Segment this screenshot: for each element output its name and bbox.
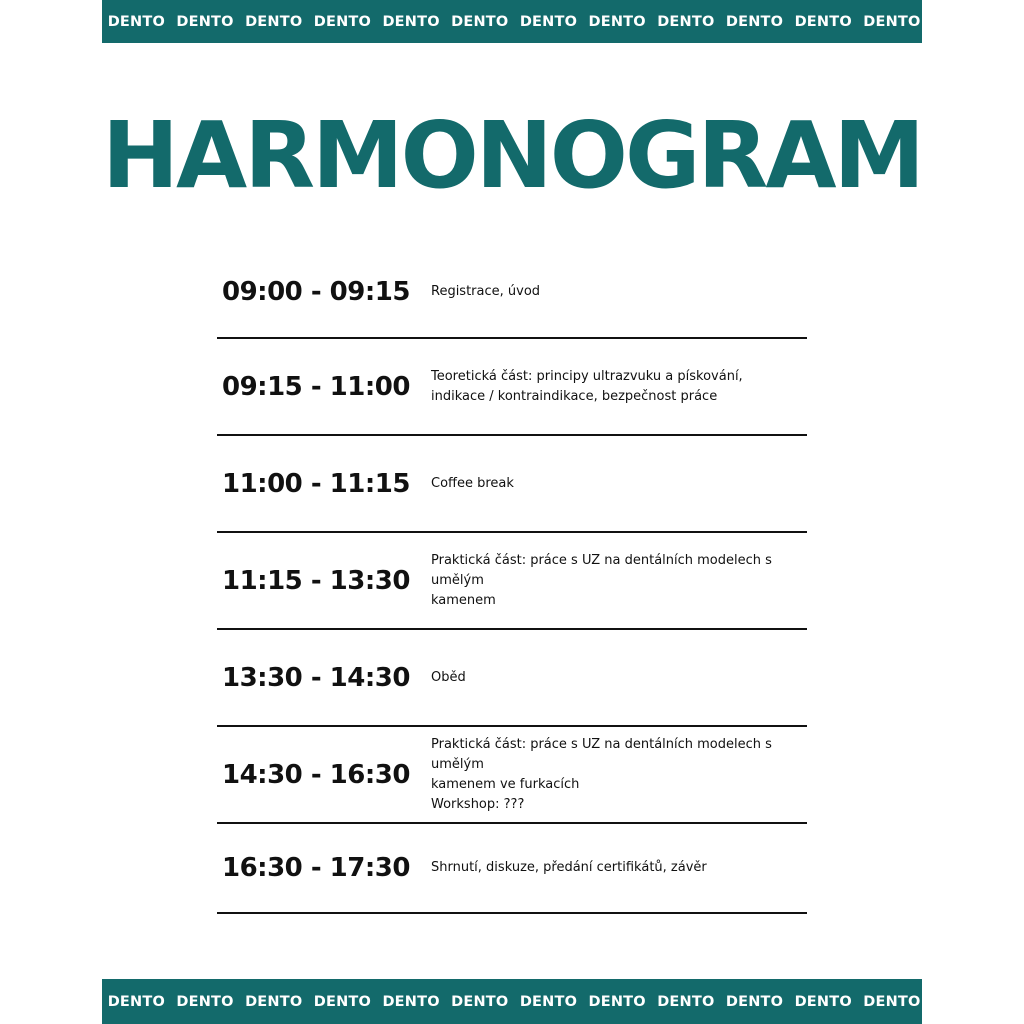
schedule-time: 09:15 - 11:00	[222, 371, 410, 402]
schedule-row	[217, 246, 807, 339]
banner-word: DENTO	[107, 13, 165, 30]
schedule-row	[217, 436, 807, 533]
schedule-description	[431, 858, 805, 878]
schedule-time: 09:00 - 09:15	[222, 276, 410, 307]
page-title: HARMONOGRAM	[102, 102, 923, 209]
schedule-description-line: Praktická část: práce s UZ na dentálních modelech s umělým	[431, 736, 772, 772]
banner-word: DENTO	[588, 13, 646, 30]
schedule-description	[431, 735, 805, 815]
bottom-banner	[102, 979, 922, 1024]
top-banner	[102, 0, 922, 43]
schedule-time: 16:30 - 17:30	[222, 853, 410, 883]
schedule-row	[217, 339, 807, 436]
banner-word: DENTO	[245, 13, 303, 30]
banner-word: DENTO	[451, 993, 509, 1010]
schedule-time: 11:00 - 11:15	[222, 468, 410, 499]
schedule-description-line: Praktická část: práce s UZ na dentálních modelech s umělým	[431, 552, 772, 588]
schedule-description-line: kamenem ve furkacích	[431, 776, 580, 792]
banner-word: DENTO	[794, 993, 852, 1010]
banner-word: DENTO	[863, 993, 921, 1010]
banner-word: DENTO	[313, 13, 372, 30]
schedule-list	[217, 246, 807, 914]
schedule-row	[217, 630, 807, 727]
schedule-description	[431, 668, 805, 688]
schedule-description	[431, 474, 805, 494]
schedule-description	[431, 367, 805, 407]
schedule-description-line: Registrace, úvod	[431, 283, 541, 299]
schedule-time: 14:30 - 16:30	[222, 759, 410, 790]
banner-word: DENTO	[519, 13, 578, 30]
schedule-row	[217, 824, 807, 914]
schedule-row	[217, 533, 807, 630]
banner-word: DENTO	[176, 993, 234, 1010]
banner-word: DENTO	[382, 13, 440, 30]
schedule-time: 13:30 - 14:30	[222, 662, 410, 693]
schedule-description-line: kamenem	[431, 592, 496, 608]
schedule-row	[217, 727, 807, 824]
banner-word: DENTO	[725, 993, 784, 1010]
banner-word: DENTO	[451, 13, 509, 30]
banner-word: DENTO	[657, 13, 715, 30]
banner-word: DENTO	[107, 993, 165, 1010]
banner-word: DENTO	[657, 993, 715, 1010]
schedule-description	[431, 551, 805, 611]
banner-word: DENTO	[863, 13, 921, 30]
banner-word: DENTO	[588, 993, 646, 1010]
banner-word: DENTO	[245, 993, 303, 1010]
schedule-description-line: Shrnutí, diskuze, předání certifikátů, závěr	[431, 860, 707, 875]
schedule-description-line: Teoretická část: principy ultrazvuku a pískování,	[431, 368, 743, 384]
banner-word: DENTO	[794, 13, 852, 30]
schedule-description-line: Oběd	[431, 669, 466, 685]
banner-word: DENTO	[382, 993, 440, 1010]
schedule-description	[431, 282, 805, 302]
banner-word: DENTO	[725, 13, 784, 30]
schedule-description-line: Workshop: ???	[431, 796, 525, 812]
schedule-description-line: indikace / kontraindikace, bezpečnost práce	[431, 388, 718, 404]
schedule-time: 11:15 - 13:30	[222, 565, 410, 596]
schedule-description-line: Coffee break	[431, 475, 514, 491]
banner-word: DENTO	[176, 13, 234, 30]
banner-word: DENTO	[313, 993, 372, 1010]
banner-word: DENTO	[519, 993, 578, 1010]
